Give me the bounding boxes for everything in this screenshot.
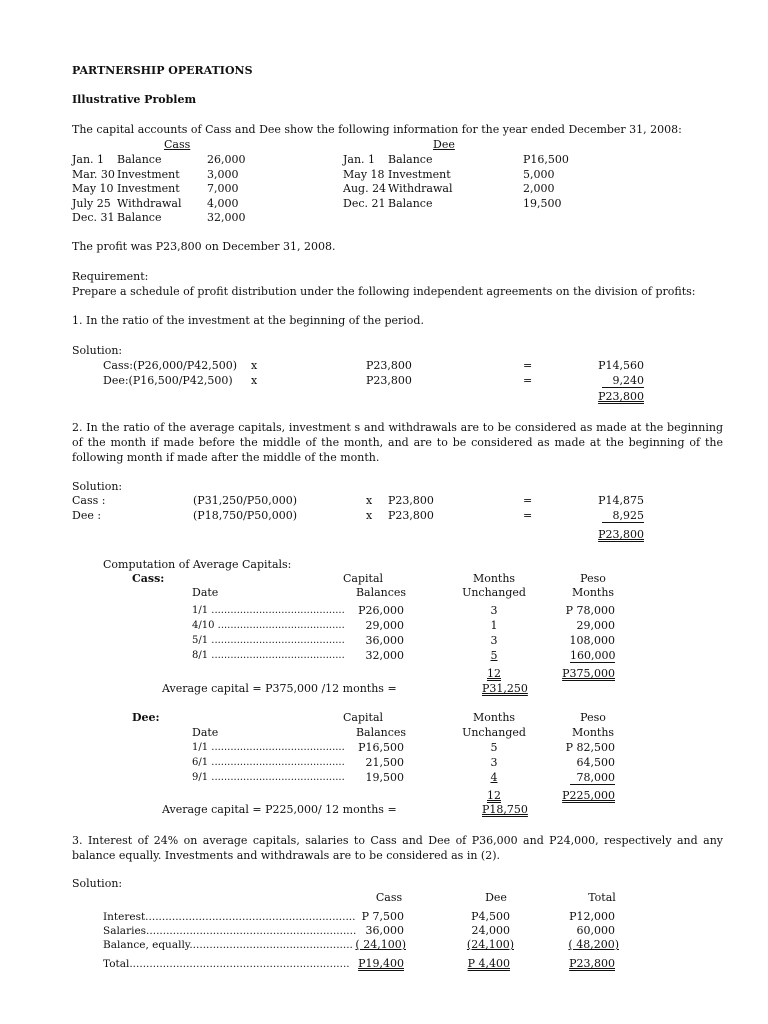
peso-cell: 108,000 (569, 634, 615, 647)
date-cell: 6/1 .......................................... (192, 757, 345, 768)
requirement-label: Requirement: (72, 270, 149, 283)
partner-label: Cass : (72, 494, 106, 507)
profit-amount: P23,800 (388, 494, 434, 507)
peso-cell: 64,500 (576, 756, 615, 769)
dee-amount: (24,100) (466, 938, 514, 951)
dee-entry-amount: 5,000 (523, 168, 555, 181)
profit-amount: P23,800 (366, 359, 412, 372)
peso-cell: 78,000 (570, 771, 615, 785)
solution-label: Solution: (72, 344, 123, 357)
total-peso-months: P375,000 (562, 667, 615, 680)
total-amount: ( 48,200) (568, 938, 619, 951)
intro-text: The capital accounts of Cass and Dee show the following information for the year ended December 31, 2008: (72, 123, 682, 136)
cass-entry-amount: 32,000 (207, 211, 246, 224)
cass-entry-date: July 25 (72, 197, 111, 210)
total-months: 12 (487, 789, 501, 802)
capital-cell: P16,500 (358, 741, 404, 754)
cass-amount: P 7,500 (361, 910, 404, 923)
cass-entry-amount: 7,000 (207, 182, 239, 195)
dee-total: P 4,400 (467, 957, 510, 970)
date-cell: 1/1 .......................................... (192, 605, 345, 616)
solution-label: Solution: (72, 480, 123, 493)
peso-cell: P 82,500 (565, 741, 615, 754)
row-label: Salaries............................................................... (103, 925, 357, 937)
column-header-months: Months (472, 572, 516, 585)
date-cell: 5/1 .......................................... (192, 635, 345, 646)
capital-cell: 36,000 (365, 634, 404, 647)
column-header-cass: Cass (375, 891, 403, 904)
months-cell: 3 (490, 756, 498, 769)
total-months: 12 (487, 667, 501, 680)
column-header-balances: Balances (355, 586, 407, 599)
cass-amount: 36,000 (365, 924, 404, 937)
times-sign: x (366, 494, 373, 507)
question-2: 2. In the ratio of the average capitals, investment s and withdrawals are to be considered as made at the beginning of the month if made before the middle of the month, and are to be considered as made at the beginning of the following month if made after the middle of the month. (72, 421, 723, 464)
total-row-label: Total.................................................................. (103, 958, 350, 970)
cass-entry-desc: Investment (117, 168, 180, 181)
capital-cell: 29,000 (365, 619, 404, 632)
profit-amount: P23,800 (388, 509, 434, 522)
equals-sign: = (523, 494, 533, 507)
times-sign: x (251, 374, 258, 387)
share-result: P14,560 (598, 359, 644, 372)
months-cell: 3 (490, 634, 498, 647)
column-header-dee: Dee (485, 891, 507, 904)
cass-amount: ( 24,100) (355, 938, 406, 951)
average-capital-formula: Average capital = P375,000 /12 months = (162, 682, 397, 695)
months-cell: 3 (490, 604, 498, 617)
peso-cell: 160,000 (570, 649, 616, 662)
ratio-label: Cass:(P26,000/P42,500) (103, 359, 238, 372)
cass-heading: Cass (164, 138, 191, 151)
dee-entry-date: Dec. 21 (343, 197, 386, 210)
date-cell: 4/10 ........................................ (192, 620, 345, 631)
cass-total: P19,400 (358, 957, 404, 970)
column-header-unchanged: Unchanged (462, 726, 526, 739)
capital-cell: 19,500 (365, 771, 404, 784)
cass-entry-desc: Withdrawal (117, 197, 182, 210)
column-header-date: Date (192, 586, 219, 599)
peso-cell: 29,000 (576, 619, 615, 632)
cass-entry-amount: 26,000 (207, 153, 246, 166)
column-header-capital: Capital (342, 711, 384, 724)
partner-label: Dee: (132, 711, 160, 724)
column-header-months: Months (571, 586, 615, 599)
column-header-peso: Peso (580, 572, 606, 585)
column-header-months: Months (571, 726, 615, 739)
ratio-label: (P31,250/P50,000) (193, 494, 298, 507)
average-capital-value: P18,750 (482, 803, 528, 816)
column-header-months: Months (472, 711, 516, 724)
dee-entry-amount: 2,000 (523, 182, 555, 195)
row-label: Balance, equally................................................. (103, 939, 353, 951)
date-cell: 8/1 .......................................... (192, 650, 345, 661)
times-sign: x (251, 359, 258, 372)
months-cell: 4 (490, 771, 498, 784)
equals-sign: = (523, 374, 533, 387)
dee-entry-desc: Balance (388, 197, 433, 210)
total-profit: P23,800 (598, 390, 644, 403)
profit-amount: P23,800 (366, 374, 412, 387)
profit-statement: The profit was P23,800 on December 31, 2008. (72, 240, 336, 253)
cass-entry-amount: 4,000 (207, 197, 239, 210)
average-capital-formula: Average capital = P225,000/ 12 months = (162, 803, 397, 816)
cass-entry-date: Dec. 31 (72, 211, 115, 224)
date-cell: 1/1 .......................................... (192, 742, 345, 753)
dee-entry-desc: Withdrawal (388, 182, 453, 195)
total-amount: 60,000 (576, 924, 615, 937)
equals-sign: = (523, 509, 533, 522)
partner-label: Cass: (132, 572, 165, 585)
dee-entry-date: May 18 (343, 168, 385, 181)
question-1: 1. In the ratio of the investment at the beginning of the period. (72, 314, 424, 327)
cass-entry-desc: Investment (117, 182, 180, 195)
partner-label: Dee : (72, 509, 102, 522)
question-3: 3. Interest of 24% on average capitals, salaries to Cass and Dee of P36,000 and P24,000, respectively and any balance equally. Investments and withdrawals are to be considered as in (2). (72, 834, 723, 862)
column-header-balances: Balances (355, 726, 407, 739)
requirement-text: Prepare a schedule of profit distribution under the following independent agreements on the division of profits: (72, 285, 696, 298)
column-header-unchanged: Unchanged (462, 586, 526, 599)
months-cell: 1 (490, 619, 498, 632)
ratio-label: (P18,750/P50,000) (193, 509, 298, 522)
column-header-peso: Peso (580, 711, 606, 724)
total-amount: P12,000 (569, 910, 615, 923)
dee-entry-amount: 19,500 (523, 197, 562, 210)
cass-entry-desc: Balance (117, 211, 162, 224)
dee-entry-desc: Balance (388, 153, 433, 166)
cass-entry-date: Mar. 30 (72, 168, 115, 181)
months-cell: 5 (490, 741, 498, 754)
column-header-capital: Capital (342, 572, 384, 585)
capital-cell: 32,000 (365, 649, 404, 662)
total-peso-months: P225,000 (562, 789, 615, 802)
cass-entry-desc: Balance (117, 153, 162, 166)
dee-amount: P4,500 (471, 910, 510, 923)
share-result: 9,240 (602, 374, 644, 388)
cass-entry-date: May 10 (72, 182, 114, 195)
computation-title: Computation of Average Capitals: (103, 558, 292, 571)
column-header-total: Total (588, 891, 616, 904)
cass-entry-date: Jan. 1 (72, 153, 105, 166)
dee-entry-date: Aug. 24 (343, 182, 387, 195)
date-cell: 9/1 .......................................... (192, 772, 345, 783)
dee-amount: 24,000 (471, 924, 510, 937)
ratio-label: Dee:(P16,500/P42,500) (103, 374, 233, 387)
capital-cell: P26,000 (358, 604, 404, 617)
grand-total: P23,800 (569, 957, 615, 970)
dee-entry-date: Jan. 1 (343, 153, 376, 166)
section-subtitle: Illustrative Problem (72, 93, 197, 106)
row-label: Interest............................................................... (103, 911, 356, 923)
dee-entry-amount: P16,500 (523, 153, 569, 166)
months-cell: 5 (490, 649, 498, 662)
page-title: PARTNERSHIP OPERATIONS (72, 64, 253, 77)
total-profit: P23,800 (598, 528, 644, 541)
share-result: P14,875 (598, 494, 644, 507)
solution-label: Solution: (72, 877, 123, 890)
cass-entry-amount: 3,000 (207, 168, 239, 181)
average-capital-value: P31,250 (482, 682, 528, 695)
dee-entry-desc: Investment (388, 168, 451, 181)
equals-sign: = (523, 359, 533, 372)
share-result: 8,925 (602, 509, 644, 523)
dee-heading: Dee (433, 138, 455, 151)
column-header-date: Date (192, 726, 219, 739)
capital-cell: 21,500 (365, 756, 404, 769)
times-sign: x (366, 509, 373, 522)
peso-cell: P 78,000 (565, 604, 615, 617)
